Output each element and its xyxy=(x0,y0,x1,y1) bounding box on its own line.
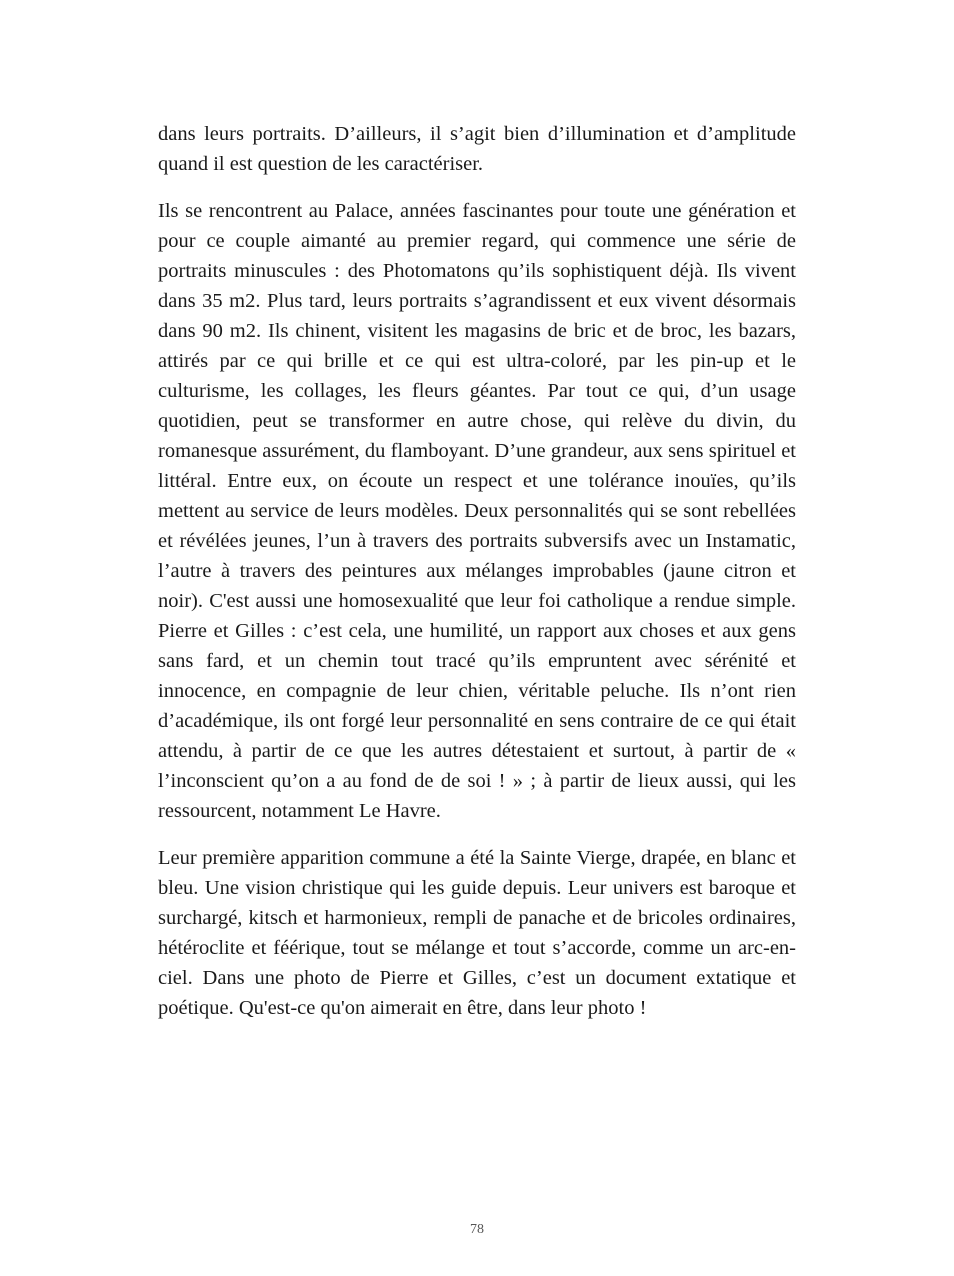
body-text xyxy=(158,119,796,1040)
paragraph-1: dans leurs portraits. D’ailleurs, il s’agit bien d’illumination et d’amplitude quand il est question de les caractériser. xyxy=(158,123,796,175)
page-number: 78 xyxy=(470,1222,484,1237)
paragraph-3: Leur première apparition commune a été la Sainte Vierge, drapée, en blanc et bleu. Une vision christique qui les guide depuis. Leur univers est baroque et surchargé, kitsch et harmonieux, rempli de panache et de bricoles ordinaires, hétéroclite et féérique, tout se mélange et tout s’accorde, comme un arc-en-ciel. Dans une photo de Pierre et Gilles, c’est un document extatique et poétique. Qu'est-ce qu'on aimerait en être, dans leur photo ! xyxy=(158,847,796,1019)
paragraph-2: Ils se rencontrent au Palace, années fascinantes pour toute une génération et pour ce couple aimanté au premier regard, qui commence une série de portraits minuscules : des Photomatons qu’ils sophistiquent déjà. Ils vivent dans 35 m2. Plus tard, leurs portraits s’agrandissent et eux vivent désormais dans 90 m2. Ils chinent, visitent les magasins de bric et de broc, les bazars, attirés par ce qui brille et ce qui est ultra-coloré, par les pin-up et le culturisme, les collages, les fleurs géantes. Par tout ce qui, d’un usage quotidien, peut se transformer en autre chose, qui relève du divin, du romanesque assurément, du flamboyant. D’une grandeur, aux sens spirituel et littéral. Entre eux, on écoute un respect et une tolérance inouïes, qu’ils mettent au service de leurs modèles. Deux personnalités qui se sont rebellées et révélées jeunes, l’un à travers des portraits subversifs avec un Instamatic, l’autre à travers des peintures aux mélanges improbables (jaune citron et noir). C'est aussi une homosexualité que leur foi catholique a rendue simple. Pierre et Gilles : c’est cela, une humilité, un rapport aux choses et aux gens sans fard, et un chemin tout tracé qu’ils empruntent avec sérénité et innocence, en compagnie de leur chien, véritable peluche. Ils n’ont rien d’académique, ils ont forgé leur personnalité en sens contraire de ce qui était attendu, à partir de ce que les autres détestaient et surtout, à partir de « l’inconscient qu’on a au fond de de soi ! » ; à partir de lieux aussi, qui les ressourcent, notamment Le Havre. xyxy=(158,200,796,822)
